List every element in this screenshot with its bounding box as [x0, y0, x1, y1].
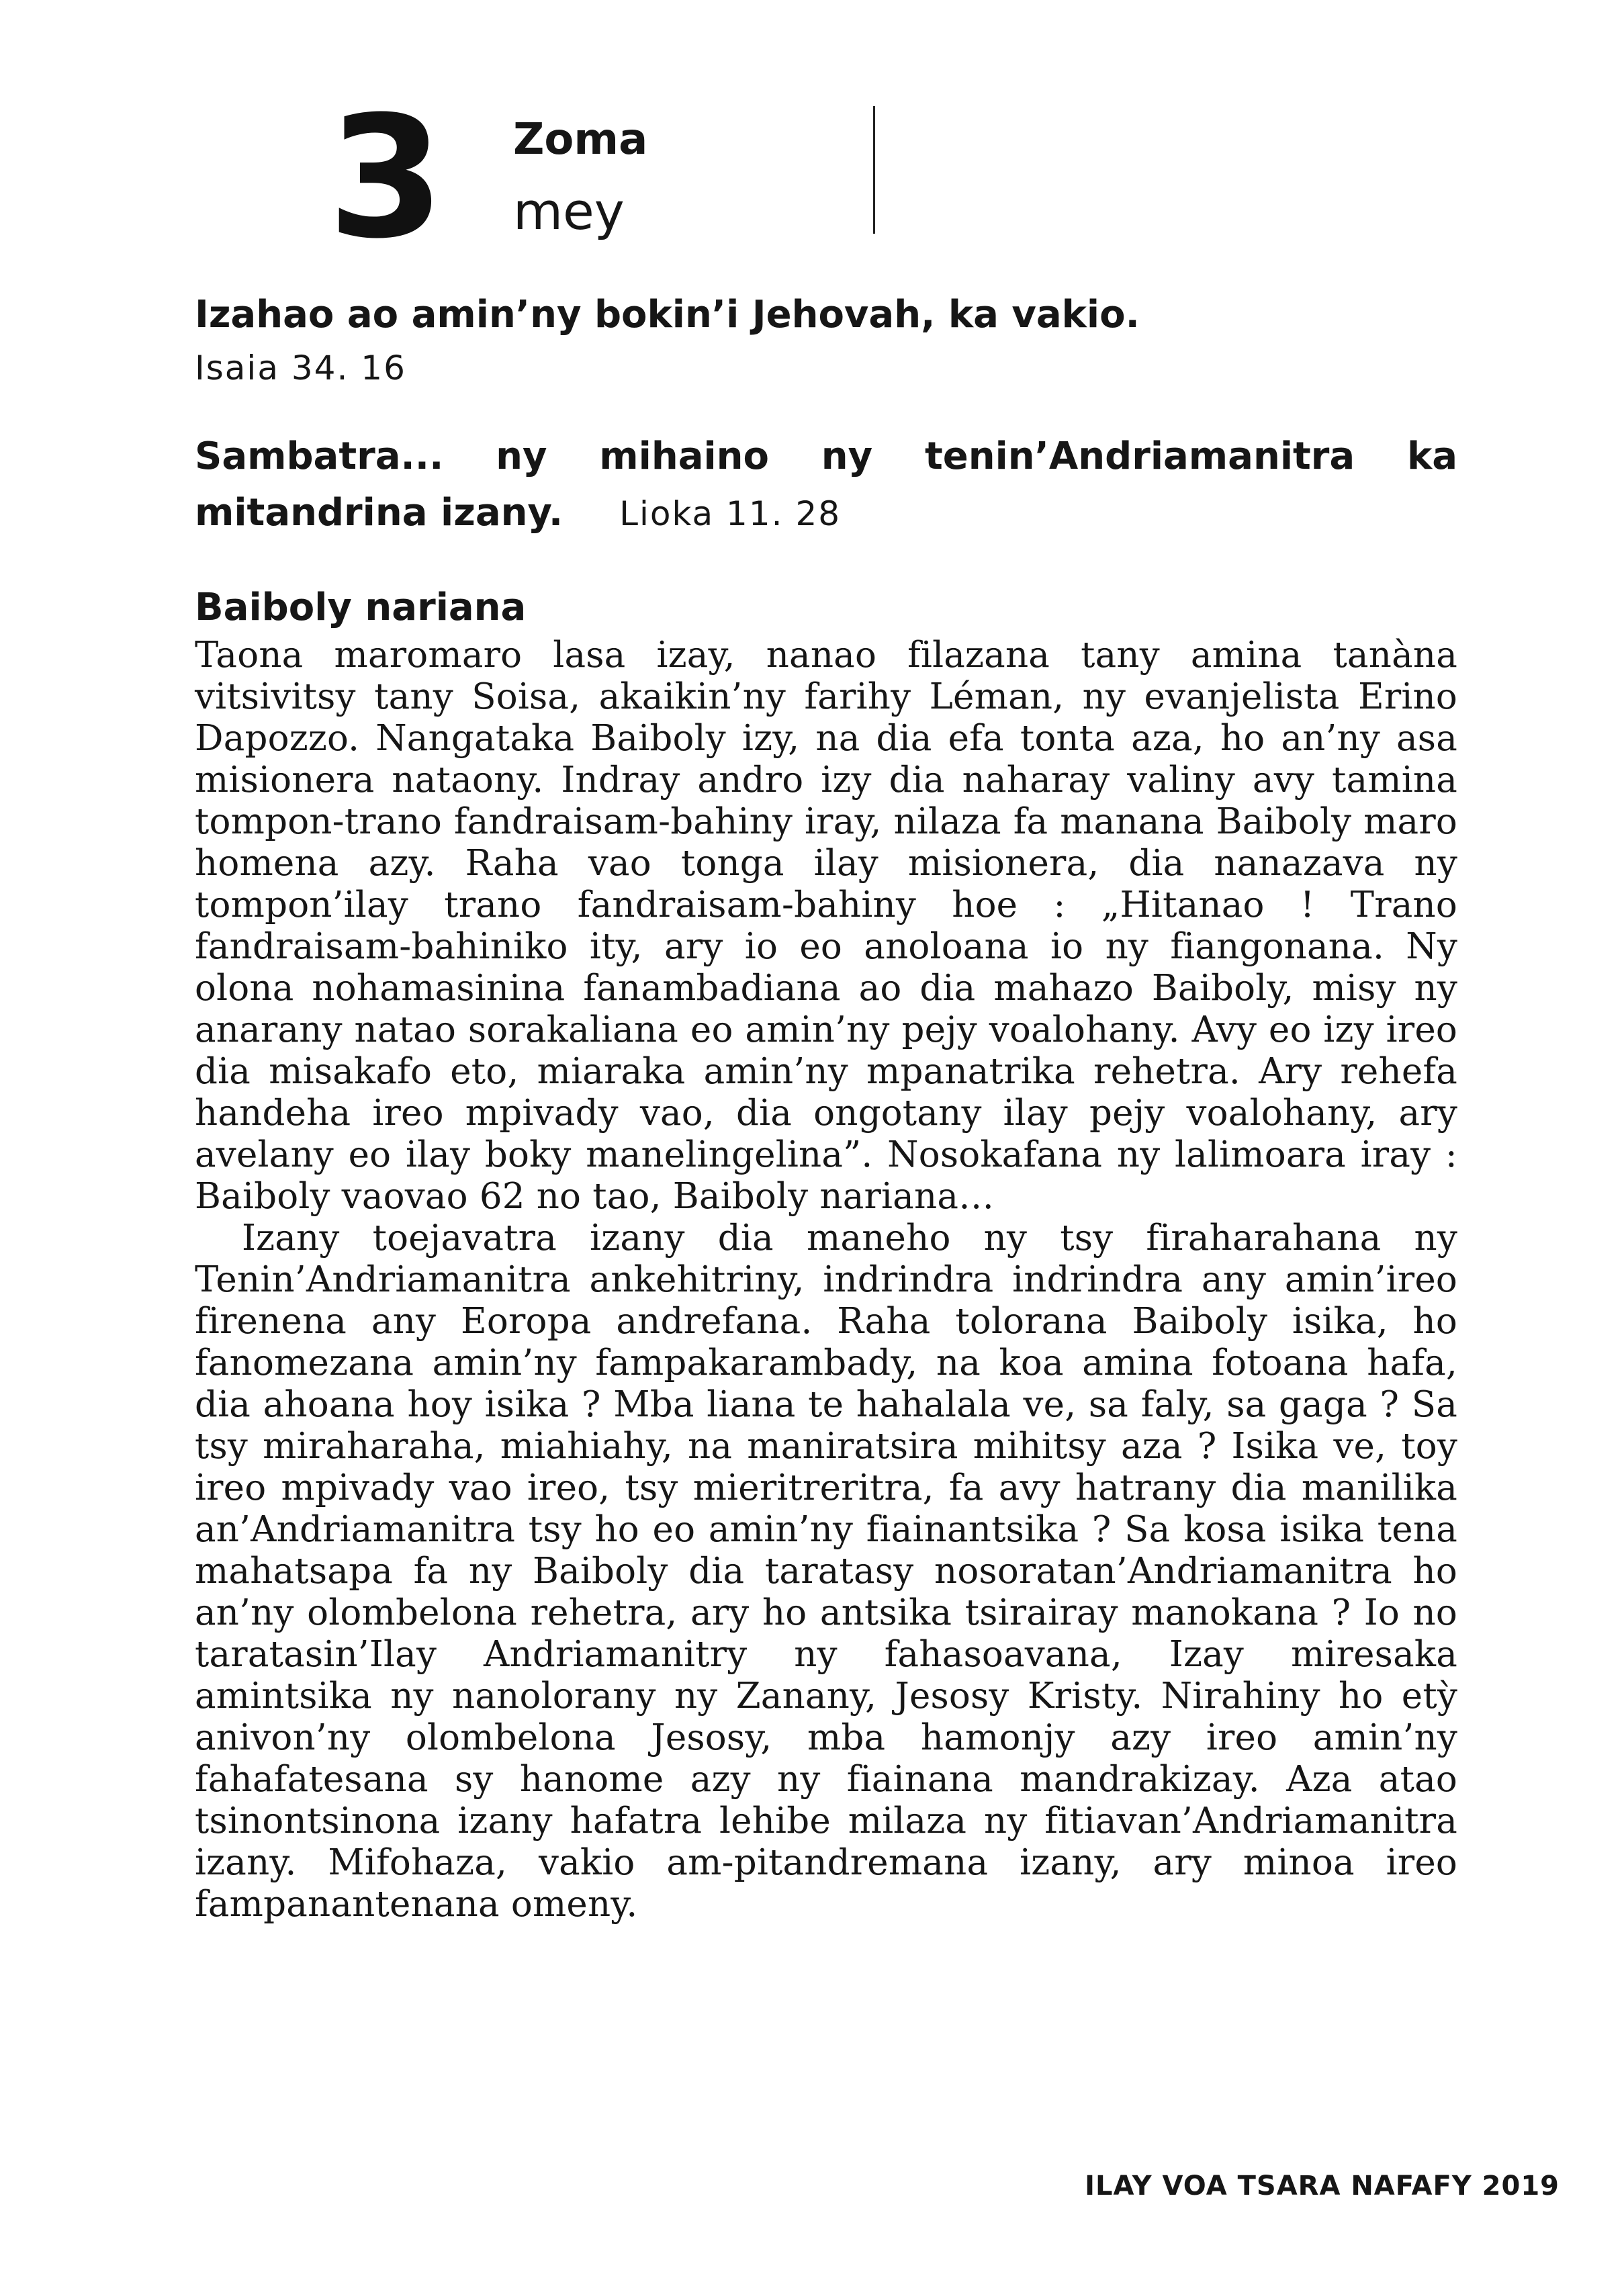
verse-new-testament-text: Sambatra... ny mihaino ny tenin’Andriamanitra ka mitandrina izany.: [195, 435, 1457, 535]
page-content: [195, 287, 1457, 1925]
publication-footer: ILAY VOA TSARA NAFAFY 2019: [1085, 2171, 1560, 2201]
article-paragraph-2: Izany toejavatra izany dia maneho ny tsy firaharahana ny Tenin’Andriamanitra ankehitriny, indrindra indrindra any amin’ireo firenena any Eoropa andrefana. Raha tolorana Baiboly isika, ho fanomezana amin’ny fampakarambady, na koa amina fotoana hafa, dia ahoana hoy isika ? Mba liana te hahalala ve, sa faly, sa gaga ? Sa tsy miraharaha, miahiahy, na maniratsira mihitsy aza ? Isika ve, toy ireo mpivady vao ireo, tsy mieritreritra, fa avy hatrany dia manilika an’Andriamanitra tsy ho eo amin’ny fiainantsika ? Sa kosa isika tena mahatsapa fa ny Baiboly dia taratasy nosoratan’Andriamanitra ho an’ny olombelona rehetra, ary ho antsika tsirairay manokana ? Io no taratasin’Ilay Andriamanitry ny fahasoavana, Izay miresaka amintsika ny nanolorany ny Zanany, Jesosy Kristy. Nirahiny ho etỳ anivon’ny olombelona Jesosy, mba hamonjy azy ireo amin’ny fahafatesana sy hanome azy ny fiainana mandrakizay. Aza atao tsinontsinona izany hafatra lehibe milaza ny fitiavan’Andriamanitra izany. Mifohaza, vakio am-pitandremana izany, ary minoa ireo fampanantenana omeny.: [195, 1218, 1457, 1925]
month-label: mey: [513, 181, 625, 241]
day-number: 3: [328, 80, 442, 275]
header-divider: [873, 106, 875, 234]
verse-old-testament: Izahao ao amin’ny bokin’i Jehovah, ka vakio.: [195, 293, 1140, 336]
article-title: Baiboly nariana: [195, 586, 527, 629]
article-paragraph-1: Taona maromaro lasa izay, nanao filazana tany amina tanàna vitsivitsy tany Soisa, akaikin’ny farihy Léman, ny evanjelista Erino Dapozzo. Nangataka Baiboly izy, na dia efa tonta aza, ho an’ny asa misionera nataony. Indray andro izy dia naharay valiny avy tamina tompon-trano fandraisam-bahiny iray, nilaza fa manana Baiboly maro homena azy. Raha vao tonga ilay misionera, dia nanazava ny tompon’ilay trano fandraisam-bahiny hoe : „Hitanao ! Trano fandraisam-bahiniko ity, ary io eo anoloana io ny fiangonana. Ny olona nohamasinina fanambadiana ao dia mahazo Baiboly, misy ny anarany natao sorakaliana eo amin’ny pejy voalohany. Avy eo izy ireo dia misakafo eto, miaraka amin’ny mpanatrika rehetra. Ary rehefa handeha ireo mpivady vao, dia ongotany ilay pejy voalohany, ary avelany eo ilay boky manelingelina”. Nosokafana ny lalimoara iray : Baiboly vaovao 62 no tao, Baiboly nariana…: [195, 635, 1457, 1217]
verse-old-testament-reference: Isaia 34. 16: [195, 349, 406, 388]
weekday-label: Zoma: [513, 115, 648, 165]
verse-new-testament-reference: Lioka 11. 28: [619, 494, 842, 533]
verse-new-testament: [195, 428, 1457, 542]
